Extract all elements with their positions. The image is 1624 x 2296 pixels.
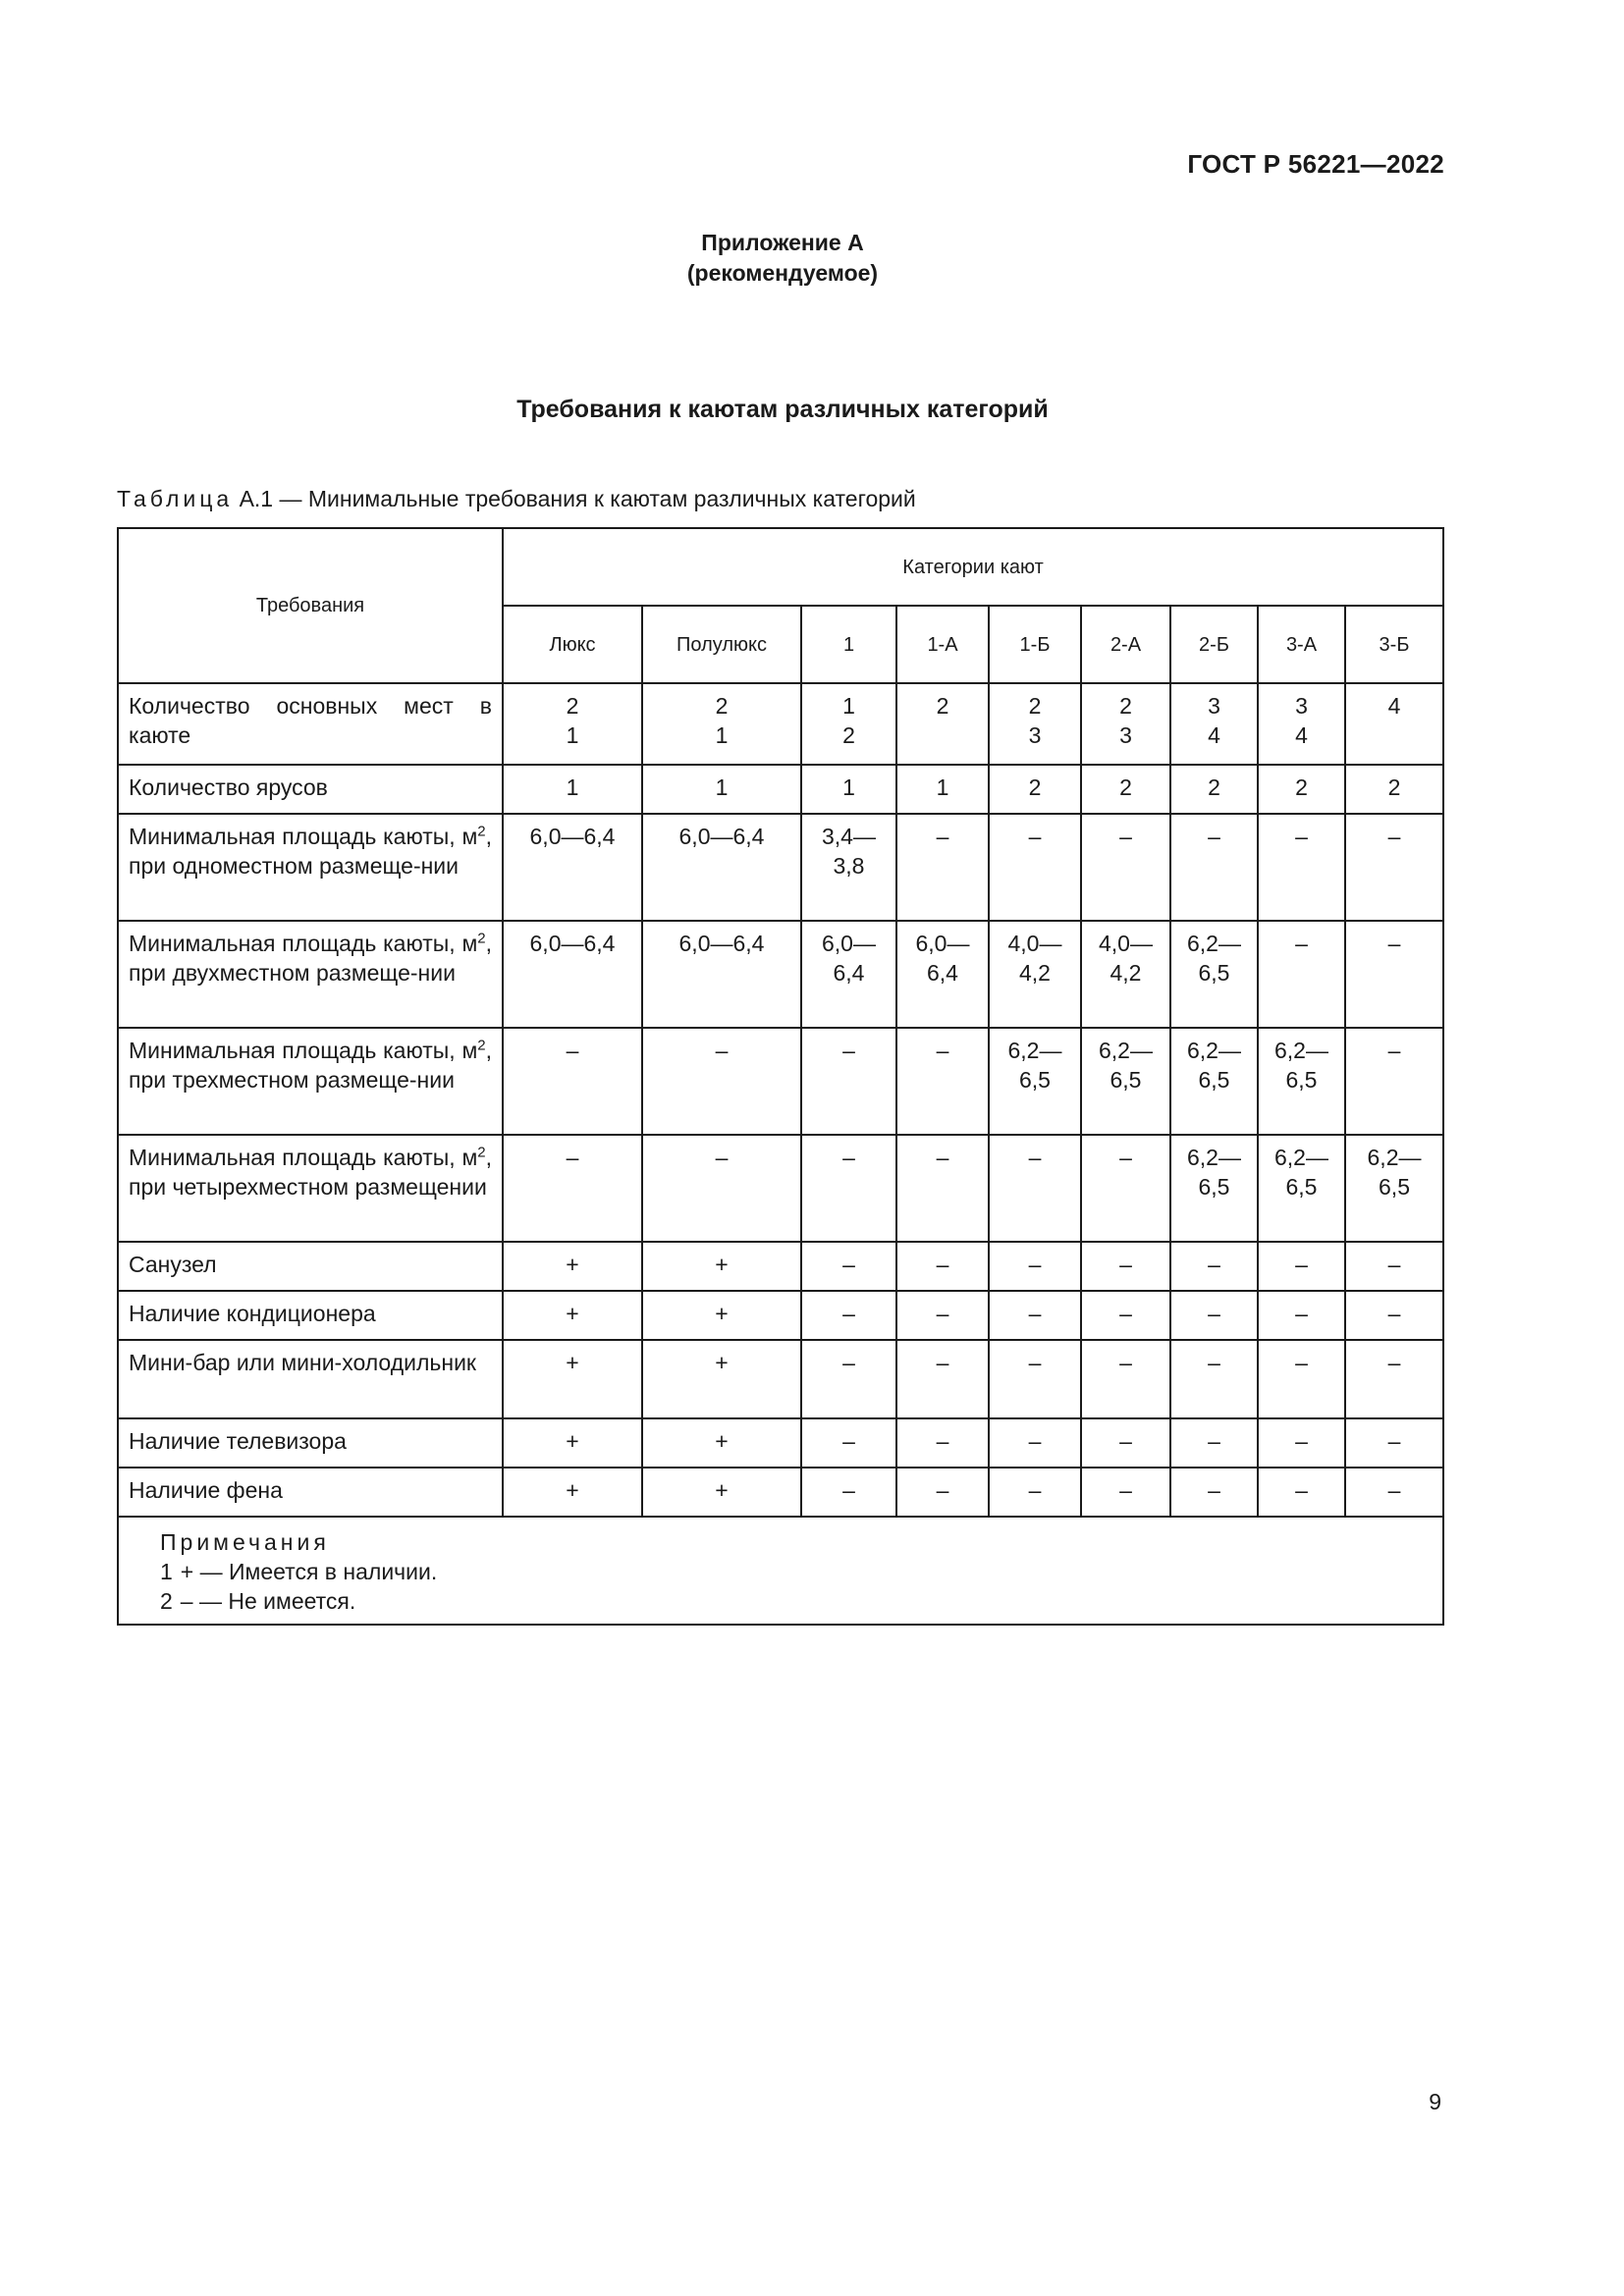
category-value: +	[503, 1242, 642, 1291]
category-header: 1-Б	[989, 606, 1081, 683]
table-row	[118, 921, 1443, 1028]
category-value: –	[1345, 1028, 1443, 1135]
category-value: –	[1345, 814, 1443, 921]
category-value: –	[1170, 1291, 1258, 1340]
requirement-label-text: Минимальная площадь каюты, м	[129, 931, 478, 956]
category-value: –	[801, 1135, 896, 1242]
category-value: 3,4— 3,8	[801, 814, 896, 921]
category-value: 2	[989, 765, 1081, 814]
category-value: +	[503, 1291, 642, 1340]
category-value: –	[1345, 1340, 1443, 1418]
category-value: –	[801, 1340, 896, 1418]
category-value: +	[642, 1340, 801, 1418]
table-caption-prefix: Таблица	[117, 486, 234, 511]
table-caption-text: А.1 — Минимальные требования к каютам различных категорий	[239, 486, 916, 511]
notes-heading: Примечания	[160, 1529, 330, 1555]
requirement-label	[118, 814, 503, 921]
category-value: –	[1081, 1242, 1170, 1291]
category-value: 4,0— 4,2	[989, 921, 1081, 1028]
category-value: 6,2— 6,5	[1170, 1135, 1258, 1242]
category-value: –	[896, 1242, 989, 1291]
category-value: –	[1345, 1468, 1443, 1517]
category-value: –	[642, 1135, 801, 1242]
requirement-label: Санузел	[118, 1242, 503, 1291]
appendix-title	[0, 228, 1565, 289]
category-value: –	[1258, 1291, 1345, 1340]
requirement-label: Количество ярусов	[118, 765, 503, 814]
category-value: 2	[896, 683, 989, 765]
category-value: –	[801, 1418, 896, 1468]
category-value: –	[989, 1135, 1081, 1242]
category-value: –	[989, 1291, 1081, 1340]
requirement-label-text: , при четырехместном размещении	[129, 1145, 492, 1200]
category-value: 2	[1345, 765, 1443, 814]
category-value: 6,2— 6,5	[1258, 1028, 1345, 1135]
category-value: 1	[503, 765, 642, 814]
category-value: 6,2— 6,5	[1258, 1135, 1345, 1242]
category-value: –	[1345, 1291, 1443, 1340]
requirement-label-text: Минимальная площадь каюты, м	[129, 824, 478, 849]
note-item	[160, 1557, 1442, 1586]
category-value: 6,0—6,4	[503, 814, 642, 921]
requirement-label: Наличие телевизора	[118, 1418, 503, 1468]
category-value: 2 1	[642, 683, 801, 765]
category-value: 3 4	[1170, 683, 1258, 765]
category-value: 2	[1170, 765, 1258, 814]
category-value: –	[989, 1468, 1081, 1517]
category-value: 6,0—6,4	[503, 921, 642, 1028]
category-value: –	[896, 814, 989, 921]
table-row	[118, 1340, 1443, 1418]
category-value: –	[801, 1468, 896, 1517]
category-value: 6,2— 6,5	[1170, 1028, 1258, 1135]
category-value: 6,0—6,4	[642, 814, 801, 921]
category-value: –	[1081, 1291, 1170, 1340]
table-row	[118, 1242, 1443, 1291]
category-value: –	[1345, 1418, 1443, 1468]
table-row	[118, 1135, 1443, 1242]
requirement-label-text: Минимальная площадь каюты, м	[129, 1145, 478, 1170]
category-value: 3 4	[1258, 683, 1345, 765]
table-row	[118, 765, 1443, 814]
category-header: 3-Б	[1345, 606, 1443, 683]
note-text: – — Не имеется.	[180, 1588, 356, 1614]
table-row	[118, 1291, 1443, 1340]
category-value: 2 1	[503, 683, 642, 765]
category-header: 1	[801, 606, 896, 683]
note-number: 2	[160, 1588, 173, 1614]
category-value: 6,2— 6,5	[1170, 921, 1258, 1028]
category-value: 1	[801, 765, 896, 814]
category-value: –	[1170, 1242, 1258, 1291]
category-value: 2 3	[1081, 683, 1170, 765]
category-value: –	[1081, 1340, 1170, 1418]
category-value: +	[642, 1291, 801, 1340]
category-value: 2 3	[989, 683, 1081, 765]
category-header: Полулюкс	[642, 606, 801, 683]
page-number: 9	[1429, 2089, 1441, 2114]
category-value: +	[503, 1468, 642, 1517]
category-value: –	[896, 1028, 989, 1135]
category-value: –	[989, 1340, 1081, 1418]
requirement-label	[118, 1135, 503, 1242]
requirement-label	[118, 1028, 503, 1135]
requirements-table	[117, 527, 1444, 1626]
note-text: + — Имеется в наличии.	[180, 1559, 438, 1584]
category-value: 6,0—6,4	[642, 921, 801, 1028]
requirement-label: Мини-бар или мини-холодильник	[118, 1340, 503, 1418]
requirement-label: Количество основных мест в каюте	[118, 683, 503, 765]
category-value: 1 2	[801, 683, 896, 765]
category-value: –	[989, 1418, 1081, 1468]
requirement-label-text: , при трехместном размеще-нии	[129, 1038, 492, 1093]
category-header: Люкс	[503, 606, 642, 683]
table-row	[118, 1418, 1443, 1468]
category-value: –	[503, 1028, 642, 1135]
category-value: +	[503, 1418, 642, 1468]
category-value: +	[642, 1418, 801, 1468]
category-value: 1	[642, 765, 801, 814]
category-value: –	[896, 1340, 989, 1418]
table-notes	[118, 1517, 1443, 1625]
unit-superscript: 2	[477, 1037, 486, 1054]
category-value: 6,2— 6,5	[989, 1028, 1081, 1135]
category-value: –	[1081, 814, 1170, 921]
table-caption	[117, 486, 916, 512]
category-header: 3-А	[1258, 606, 1345, 683]
table-row	[118, 683, 1443, 765]
requirement-label-text: , при двухместном размеще-нии	[129, 931, 492, 986]
category-value: 1	[896, 765, 989, 814]
category-value: 2	[1081, 765, 1170, 814]
category-value: –	[801, 1291, 896, 1340]
table-row	[118, 1028, 1443, 1135]
unit-superscript: 2	[477, 823, 486, 840]
note-number: 1	[160, 1559, 173, 1584]
category-value: –	[896, 1135, 989, 1242]
category-value: 6,2— 6,5	[1081, 1028, 1170, 1135]
category-value: –	[1258, 1468, 1345, 1517]
category-value: –	[896, 1418, 989, 1468]
appendix-status: (рекомендуемое)	[686, 260, 879, 286]
category-value: –	[801, 1242, 896, 1291]
unit-superscript: 2	[477, 930, 486, 947]
category-value: –	[1345, 921, 1443, 1028]
category-header: 2-Б	[1170, 606, 1258, 683]
table-row	[118, 1468, 1443, 1517]
unit-superscript: 2	[477, 1144, 486, 1161]
requirement-label	[118, 921, 503, 1028]
category-header: 1-А	[896, 606, 989, 683]
category-value: –	[1258, 814, 1345, 921]
category-value: 6,0— 6,4	[801, 921, 896, 1028]
category-value: +	[503, 1340, 642, 1418]
category-value: –	[1258, 1418, 1345, 1468]
category-value: 4	[1345, 683, 1443, 765]
category-value: 6,2— 6,5	[1345, 1135, 1443, 1242]
header-categories: Категории кают	[503, 528, 1443, 606]
standard-code: ГОСТ Р 56221—2022	[1187, 149, 1444, 179]
note-item	[160, 1586, 1442, 1616]
section-heading: Требования к каютам различных категорий	[516, 396, 1049, 423]
category-value: –	[1081, 1418, 1170, 1468]
category-value: –	[1170, 1418, 1258, 1468]
category-value: +	[642, 1468, 801, 1517]
appendix-name: Приложение А	[701, 230, 864, 255]
category-value: –	[989, 1242, 1081, 1291]
category-value: –	[801, 1028, 896, 1135]
requirement-label: Наличие фена	[118, 1468, 503, 1517]
category-value: 6,0— 6,4	[896, 921, 989, 1028]
table-row	[118, 814, 1443, 921]
category-header: 2-А	[1081, 606, 1170, 683]
category-value: –	[1081, 1135, 1170, 1242]
category-value: –	[1170, 1340, 1258, 1418]
category-value: –	[896, 1291, 989, 1340]
category-value: –	[1258, 1242, 1345, 1291]
requirement-label-text: Минимальная площадь каюты, м	[129, 1038, 478, 1063]
category-value: –	[1258, 921, 1345, 1028]
requirement-label: Наличие кондиционера	[118, 1291, 503, 1340]
category-value: –	[1081, 1468, 1170, 1517]
requirement-label-text: , при одноместном размеще-нии	[129, 824, 492, 879]
header-requirements: Требования	[118, 528, 503, 683]
category-value: 4,0— 4,2	[1081, 921, 1170, 1028]
category-value: –	[896, 1468, 989, 1517]
category-value: 2	[1258, 765, 1345, 814]
category-value: –	[1170, 814, 1258, 921]
category-value: –	[642, 1028, 801, 1135]
category-value: –	[1345, 1242, 1443, 1291]
category-value: +	[642, 1242, 801, 1291]
category-value: –	[1170, 1468, 1258, 1517]
category-value: –	[989, 814, 1081, 921]
category-value: –	[503, 1135, 642, 1242]
category-value: –	[1258, 1340, 1345, 1418]
